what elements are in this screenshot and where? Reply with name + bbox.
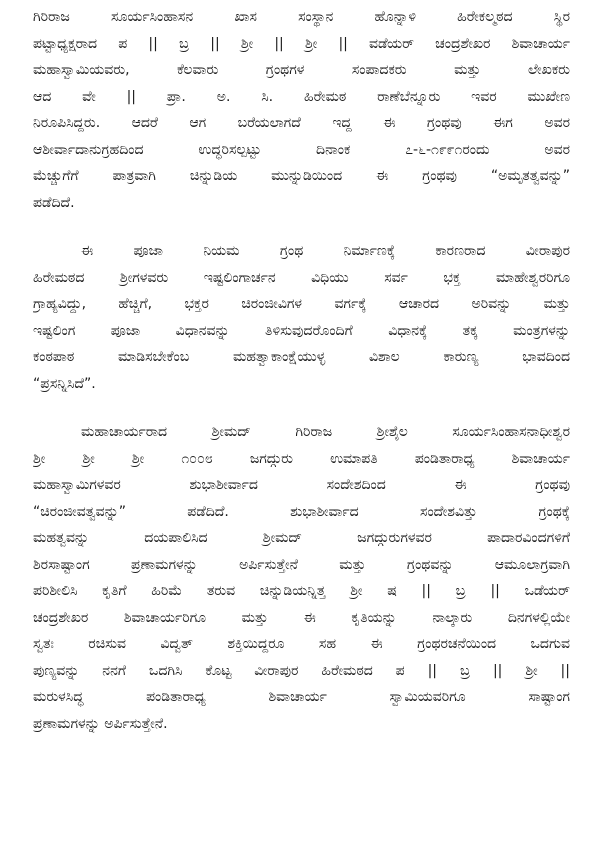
text-line: ಮಹತ್ವವನ್ನು ದಯಪಾಲಿಸಿದ ಶ್ರೀಮದ್ ಜಗದ್ಗುರುಗಳವರ ಪಾದಾರವಿಂದಗಳಿಗೆ bbox=[33, 530, 570, 546]
text-line: ಪಟ್ಟಾಧ್ಯಕ್ಷರಾದ ಪ || ಬ್ರ || ಶ್ರೀ || ಶ್ರೀ || ವಡೆಯರ್ ಚಂದ್ರಶೇಖರ ಶಿವಾಚಾರ್ಯ bbox=[33, 35, 570, 52]
text-line: ಗ್ರಾಹ್ಯವಿದ್ದು, ಹೆಚ್ಚಿಗೆ, ಭಕ್ತರ ಚಿರಂಜೀವಿಗಳ ವರ್ಗಕ್ಕೆ ಆಚಾರದ ಅರಿವನ್ನು ಮತ್ತು bbox=[33, 296, 570, 312]
text-line: ಮಹಾಸ್ವಾಮಿಗಳವರ ಶುಭಾಶೀರ್ವಾದ ಸಂದೇಶದಿಂದ ಈ ಗ್ರಂಥವು bbox=[33, 477, 570, 493]
text-line: ಇಷ್ಟಲಿಂಗ ಪೂಜಾ ವಿಧಾನವನ್ನು ತಿಳಿಸುವುದರೊಂದಿಗೆ ವಿಧಾನಕ್ಕೆ ತಕ್ಕ ಮಂತ್ರಗಳನ್ನು bbox=[33, 322, 570, 339]
text-line: ಮೆಚ್ಚುಗೆಗೆ ಪಾತ್ರವಾಗಿ ಚಿನ್ನುಡಿಯ ಮುನ್ನುಡಿಯಿಂದ ಈ ಗ್ರಂಥವು “ಅಮೃತತ್ವವನ್ನು” bbox=[33, 168, 570, 184]
text-line: ಪಡೆದಿದೆ. bbox=[33, 194, 75, 211]
text-line: ಪುಣ್ಯವನ್ನು ನನಗೆ ಒದಗಿಸಿ ಕೊಟ್ಟ ವೀರಾಪುರ ಹಿರೇಮಠದ ಪ || ಬ್ರ || ಶ್ರೀ || bbox=[33, 662, 570, 679]
text-line: ಶ್ರೀ ಶ್ರೀ ಶ್ರೀ ೧೦೦೮ ಜಗದ್ಗುರು ಉಮಾಪತಿ ಪಂಡಿತಾರಾಧ್ಯ ಶಿವಾಚಾರ್ಯ bbox=[33, 450, 570, 467]
text-line: ಮಹಾಚಾರ್ಯರಾದ ಶ್ರೀಮದ್ ಗಿರಿರಾಜ ಶ್ರೀಶೈಲ ಸೂರ್ಯಸಿಂಹಾಸನಾಧೀಶ್ವರ bbox=[81, 424, 570, 440]
paragraph-3 bbox=[33, 419, 570, 737]
text-line: ಗಿರಿರಾಜ ಸೂರ್ಯಸಿಂಹಾಸನ ಖಾಸ ಸಂಸ್ಥಾನ ಹೊನ್ನಾಳಿ ಹಿರೇಕಲ್ಮಠದ ಸ್ಥಿರ bbox=[33, 9, 570, 25]
text-line: ಮರುಳಸಿದ್ಧ ಪಂಡಿತಾರಾಧ್ಯ ಶಿವಾಚಾರ್ಯ ಸ್ವಾಮಿಯವರಿಗೂ ಸಾಷ್ಟಾಂಗ bbox=[33, 689, 570, 705]
document-page bbox=[33, 4, 570, 856]
paragraph-spacer bbox=[33, 397, 570, 419]
text-line: ಮಹಾಸ್ವಾಮಿಯವರು, ಕೆಲವಾರು ಗ್ರಂಥಗಳ ಸಂಪಾದಕರು ಮತ್ತು ಲೇಖಕರು bbox=[33, 62, 570, 78]
text-line: “ಪ್ರಸನ್ನಿಸಿದೆ”. bbox=[33, 375, 96, 392]
text-line: ಶಿರಸಾಷ್ಟಾಂಗ ಪ್ರಣಾಮಗಳನ್ನು ಅರ್ಪಿಸುತ್ತೇನೆ ಮತ್ತು ಗ್ರಂಥವನ್ನು ಆಮೂಲಾಗ್ರವಾಗಿ bbox=[33, 556, 570, 573]
text-line: ಕಂಠಪಾಠ ಮಾಡಿಸಬೇಕೆಂಬ ಮಹತ್ವಾಕಾಂಕ್ಷೆಯುಳ್ಳ ವಿಶಾಲ ಕಾರುಣ್ಯ ಭಾವದಿಂದ bbox=[33, 349, 570, 365]
paragraph-1 bbox=[33, 4, 570, 216]
paragraph-spacer bbox=[33, 216, 570, 238]
text-line: ಹಿರೇಮಠದ ಶ್ರೀಗಳವರು ಇಷ್ಟಲಿಂಗಾರ್ಚನ ವಿಧಿಯು ಸರ್ವ ಭಕ್ತ ಮಾಹೇಶ್ವರರಿಗೂ bbox=[33, 269, 570, 286]
text-line: ನಿರೂಪಿಸಿದ್ದರು. ಆದರೆ ಆಗ ಬರೆಯಲಾಗದೆ ಇದ್ದ ಈ ಗ್ರಂಥವು ಈಗ ಅವರ bbox=[33, 115, 570, 131]
text-line: ಸ್ವತಃ ರಚಿಸುವ ವಿದ್ವತ್ ಶಕ್ತಿಯಿದ್ದರೂ ಸಹ ಈ ಗ್ರಂಥರಚನೆಯಿಂದ ಒದಗುವ bbox=[33, 636, 570, 652]
text-line: ಪ್ರಣಾಮಗಳನ್ನು ಅರ್ಪಿಸುತ್ತೇನೆ. bbox=[33, 715, 168, 732]
text-line: ಆದ ವೇ || ಪ್ರಾ. ಅ. ಸಿ. ಹಿರೇಮಠ ರಾಣೆಬೆನ್ನೂರು ಇವರ ಮುಖೇಣ bbox=[33, 88, 570, 105]
text-line: ಆಶೀರ್ವಾದಾನುಗ್ರಹದಿಂದ ಉದ್ಧರಿಸಲ್ಪಟ್ಟು ದಿನಾಂಕ ೭-೬-೧೯೯೧ರಂದು ಅವರ bbox=[33, 141, 570, 158]
text-line: “ಚಿರಂಜೀವತ್ವವನ್ನು” ಪಡೆದಿದೆ. ಶುಭಾಶೀರ್ವಾದ ಸಂದೇಶವಿತ್ತು ಗ್ರಂಥಕ್ಕೆ bbox=[33, 503, 570, 520]
text-line: ಪರಿಶೀಲಿಸಿ ಕೃತಿಗೆ ಹಿರಿಮೆ ತರುವ ಚಿನ್ನುಡಿಯನ್ನಿತ್ತ ಶ್ರೀ ಷ || ಬ್ರ || ಒಡೆಯರ್ bbox=[33, 583, 570, 599]
text-line: ಚಂದ್ರಶೇಖರ ಶಿವಾಚಾರ್ಯರಿಗೂ ಮತ್ತು ಈ ಕೃತಿಯನ್ನು ನಾಲ್ಕಾರು ದಿನಗಳಲ್ಲಿಯೇ bbox=[33, 609, 570, 626]
text-line: ಈ ಪೂಜಾ ನಿಯಮ ಗ್ರಂಥ ನಿರ್ಮಾಣಕ್ಕೆ ಕಾರಣರಾದ ವೀರಾಪುರ bbox=[81, 243, 570, 259]
paragraph-2 bbox=[33, 238, 570, 397]
